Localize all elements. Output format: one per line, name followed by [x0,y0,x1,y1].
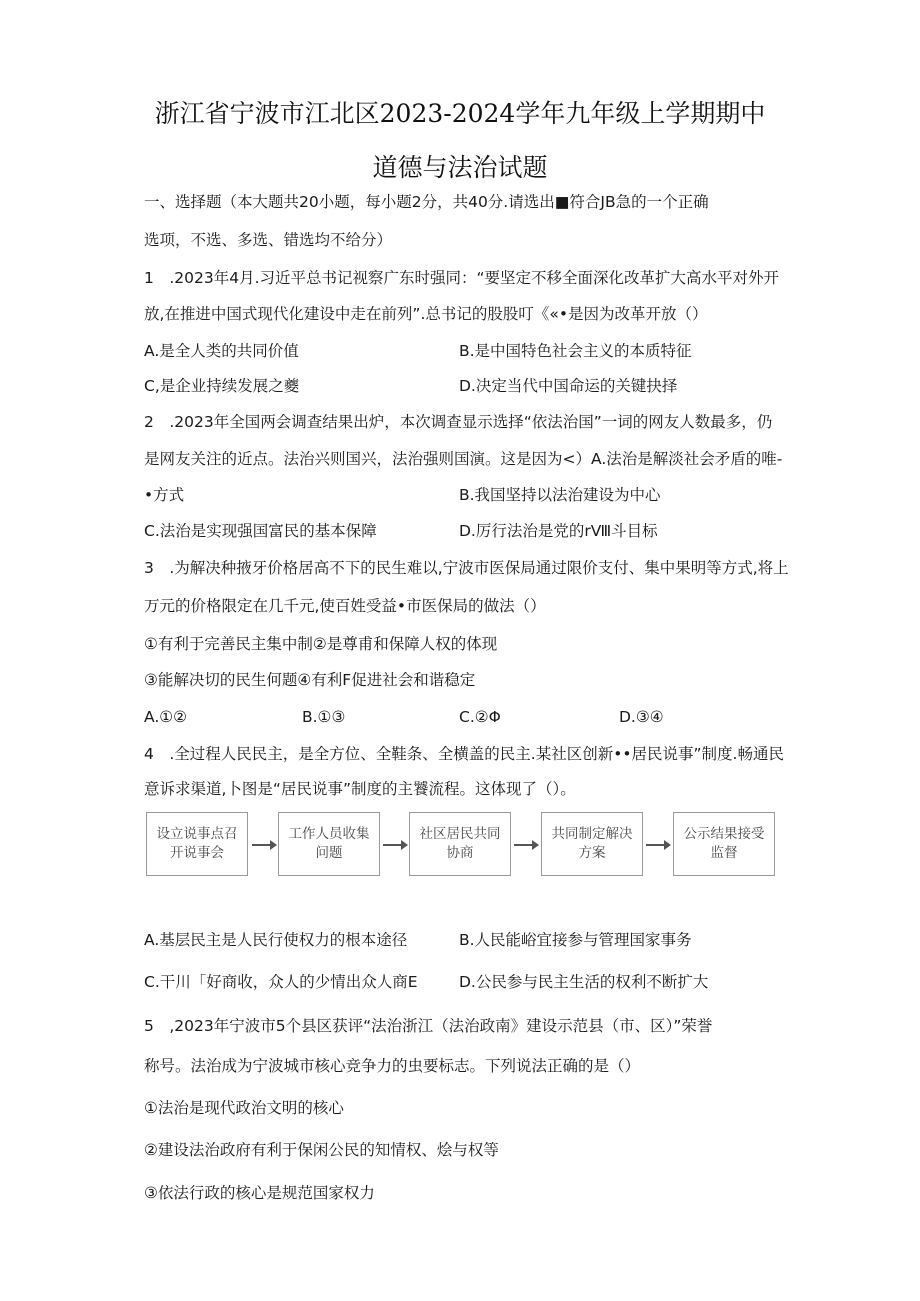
q3-option-b: B.①③ [302,708,346,726]
q2-option-d: D.厉行法治是党的rⅧ斗目标 [459,522,658,540]
q2-option-a-cont: •方式 [144,486,185,504]
q3-statement-1: ①有利于完善民主集中制②是尊甫和保障人权的体现 [144,635,498,653]
flow-step-3: 社区居民共同协商 [409,812,511,876]
q3-option-a: A.①② [144,708,188,726]
q1-option-b: B.是中国特色社会主义的本质特征 [459,342,692,360]
arrow-right-icon [644,838,672,852]
q5-statement-2: ②建设法治政府有利于保闲公民的知情权、烩与权等 [144,1141,499,1159]
arrow-right-icon [250,838,278,852]
q3-stem-line1: 3 .为解决种掖牙价格居高不下的民生难以,宁波市医保局通过限价支付、集中果明等方式,将上 [144,559,789,577]
section-heading-line2: 选项，不选、多选、错选均不给分） [144,231,393,249]
q2-option-c: C.法治是实现强国富民的基本保障 [144,522,377,540]
page-title: 浙江省宁波市江北区2023-2024学年九年级上学期期中 [154,99,766,128]
arrow-right-icon [381,838,409,852]
flow-step-4: 共同制定解决方案 [541,812,643,876]
q1-stem-line2: 放,在推进中国式现代化建设中走在前列”.总书记的股股叮《«•是因为改革开放（） [144,305,708,323]
q4-stem-line1: 4 .全过程人民民主，是全方位、全鞋条、全横盖的民主.某社区创新••居民说事”制度.畅通民 [144,745,784,763]
q4-option-a: A.基层民主是人民行使权力的根本途径 [144,931,408,949]
flow-step-5: 公示结果接受监督 [673,812,775,876]
q3-statement-2: ③能解决切的民生何题④有利F促进社会和谐稳定 [144,671,476,689]
q1-option-a: A.是全人类的共同价值 [144,342,299,360]
q4-stem-line2: 意诉求渠道,卜图是“居民说事”制度的主饕流程。这体现了（）。 [144,780,576,798]
arrow-right-icon [512,838,540,852]
q1-stem-line1: 1 .2023年4月.习近平总书记视察广东时强同：“要坚定不移全面深化改革扩大高水平对外开 [144,269,780,287]
q3-stem-line2: 万元的价格限定在几千元,使百姓受益•市医保局的做法（） [144,597,546,615]
section-heading-line1: 一、选择题（本大题共20小题，每小题2分，共40分.请选出■符合JB急的一个正确 [144,193,709,211]
q4-option-b: B.人民能峪宜接参与管理国家事务 [459,931,692,949]
q2-stem-line1: 2 .2023年全国两会调查结果出炉，本次调查显示选择“依法治国”一词的网友人数最多，仍 [144,413,773,431]
q2-option-b: B.我国坚持以法治建设为中心 [459,486,661,504]
flow-step-2: 工作人员收集问题 [278,812,380,876]
q3-option-d: D.③④ [619,708,664,726]
flowchart [146,806,780,884]
page-subtitle: 道德与法治试题 [372,153,548,182]
q1-option-c: C,是企业持续发展之夔 [144,377,300,395]
q5-stem-line2: 称号。法治成为宁波城市核心竞争力的虫要标志。下列说法正确的是（） [144,1057,641,1075]
q5-stem-line1: 5 ,2023年宁波市5个县区获评“法治浙江（法治政南》建设示范县（市、区）”荣誉 [144,1017,713,1035]
q1-option-d: D.决定当代中国命运的关键抉择 [459,377,678,395]
flow-step-1: 设立说事点召开说事会 [146,812,248,876]
q3-option-c: C.②Φ [459,708,501,726]
q4-option-c: C.干川「好商收，众人的少情出众人商E [144,973,418,991]
q2-stem-line2: 是网友关注的近点。法治兴则国兴，法治强则国演。这是因为<）A.法治是解淡社会矛盾的唯- [144,450,783,468]
q4-option-d: D.公民参与民主生活的权利不断扩大 [459,973,709,991]
q5-statement-1: ①法治是现代政治文明的核心 [144,1099,344,1117]
q5-statement-3: ③依法行政的核心是规范国家权力 [144,1184,375,1202]
